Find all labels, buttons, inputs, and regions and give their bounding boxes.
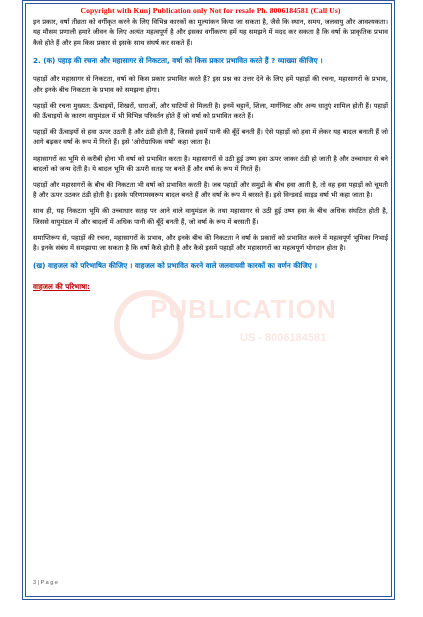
page-footer xyxy=(33,580,58,586)
copyright-banner: Copyright with Kunj Publication only Not for resale Ph. 8006184581 (Call Us) xyxy=(80,6,341,15)
question-2a-heading: 2. (क) पहाड़ की रचना और महासागर से निकटता, वर्षा को किस प्रकार प्रभावित करते हैं ? व्याख्या कीजिए । xyxy=(33,55,323,65)
answer-paragraph: पहाड़ों की ऊँचाइयों से हवा ऊपर उठती है और ठंडी होती है, जिससे इसमें पानी की बूँदें बनती हैं। ऐसे पहाड़ों को हवा में लेकर यह बादल बनाती हैं जो आगे बढ़कर वर्षा के रूप में गिरते हैं। इसे 'ओरोग्राफिक वर्षा' कहा जाता है। xyxy=(33,128,388,147)
watermark-text: PUBLICATION xyxy=(150,294,337,324)
page-label: P a g e xyxy=(40,580,58,586)
watermark-phone: US - 8006184581 xyxy=(240,332,327,344)
answer-paragraph: समाप्तिरूप से, पहाड़ों की रचना, महासागरों के प्रभाव, और इनके बीच की निकटता ने वर्षा के प्रकारों को प्रभावित करने में महत्वपूर्ण भूमिका निभाई है। इनके संबंध में समझाया जा सकता है कि वर्षा कैसे होती है और कैसे इसमें पहाड़ों और महासागरों का महत्वपूर्ण योगदान होता है। xyxy=(33,233,388,252)
answer-paragraph: महासागरों का भूमि से करीबी होना भी वर्षा को प्रभावित करता है। महासागरों से उठी हुई उष्ण हवा ऊपर जाकर ठंडी हो जाती है और उच्चाधार से बने बादलों को जन्म देती है। ये बादल भूमि की ऊपरी सतह पर बनते हैं और वर्षा के रूप में गिरते हैं। xyxy=(33,154,388,173)
definition-subheading: वाहजल की परिभाषा: xyxy=(33,281,90,291)
footer-separator: | xyxy=(37,580,40,586)
answer-paragraph: पहाड़ों और महासागरों के बीच की निकटता भी वर्षा को प्रभावित करती है। जब पहाड़ों और समुद्रों के बीच हवा आती है, तो वह हवा पहाड़ों को चूमती है और ऊपर उठकर ठंडी होती है। इसके परिणामस्वरूप बादल बनते हैं और वर्षा के रूप में बरसते हैं। इसे विन्डवर्ड साइड वर्षा भी कहा जाता है। xyxy=(33,180,388,200)
answer-paragraph: पहाड़ों की रचना मुख्यत: ऊँचाइयों, शिखरों, धाराओं, और घाटियों से मिलती है। इनमें चट्टानें, शिला, मार्गनिस्ट और अन्य धातुएं शामिल होती हैं। पहाड़ों की ऊँचाइयों के कारण वायुमंडल में भी विभिन्न परिवर्तन होते हैं जो वर्षा को प्रभावित करते हैं। xyxy=(33,101,388,120)
answer-paragraph: पहाड़ों और महासागर से निकटता, वर्षा को किस प्रकार प्रभावित करते हैं? इस प्रश्न का उत्तर देने के लिए हमें पहाड़ों की रचना, महासागरों के प्रभाव, और इनके बीच निकटता के प्रभाव को समझना होगा। xyxy=(33,75,388,94)
document-body xyxy=(33,6,388,292)
answer-paragraph: साथ ही, यह निकटता भूमि की उच्चाधार सतह पर आने वाले वायुमंडल के तथा महासागर से उठी हुई उष्ण हवा के बीच अधिक संघटित होती है, जिससे वायुमंडल में और बादलों में अधिक पानी की बूँदें बनती हैं, जो वर्षा के रूप में बरसती हैं। xyxy=(33,207,388,226)
intro-paragraph: इन प्रकार, वर्षा तीव्रता को वर्गीकृत करने के लिए विभिन्न कारकों का मूल्यांकन किया जा सकता है, जैसे कि स्थान, समय, जलवायु और आवश्यकता। यह मौसम प्रणाली हमारे जीवन के लिए अत्यंत महत्वपूर्ण है और इसका वर्गीकरण हमें यह समझने में मदद कर सकता है कि वर्षा के प्राकृतिक प्रभाव कैसे होते हैं और हम किस प्रकार से इसके साथ संघर्ष कर सकते हैं। xyxy=(33,18,388,47)
question-2b-heading: (ख) वाहजल को परिभाषित कीजिए । वाहजल को प्रभावित करने वाले जलवायवी कारकों का वर्णन कीजिए । xyxy=(33,261,317,271)
page-number: 3 xyxy=(33,580,37,586)
